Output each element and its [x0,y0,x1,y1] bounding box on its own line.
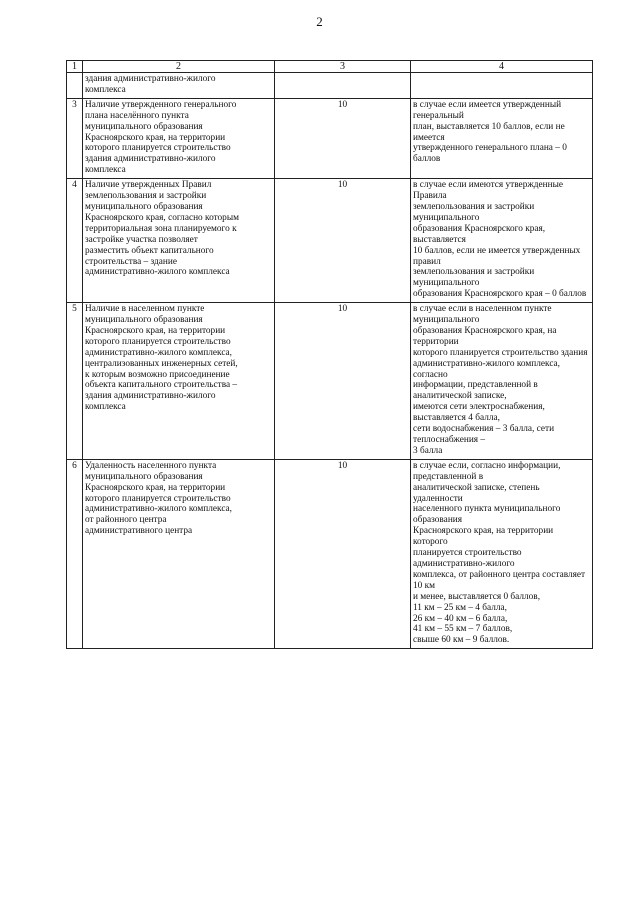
column-header: 2 [83,61,275,73]
row-number: 5 [67,303,83,460]
criterion-cell: Наличие в населенном пункте муниципального образования Красноярского края, на территории которого планируется строительство административно-жилого комплекса, централизованных инженерных сетей, к которым возможно присоединение объекта капитального строительства – здания административно-жилого комплекса [83,303,275,460]
column-header: 4 [411,61,593,73]
description-cell: в случае если в населенном пункте муниципального образования Красноярского края, на территории которого планируется строительство здания административно-жилого комплекса, согласно информации, представленной в аналитической записке, имеются сети электроснабжения, выставляется 4 балла, сети водоснабжения – 3 балла, сети теплоснабжения – 3 балла [411,303,593,460]
score-cell [275,73,411,99]
score-cell: 10 [275,303,411,460]
row-number: 4 [67,179,83,303]
header-row [67,61,593,73]
description-cell: в случае если имеются утвержденные Правила землепользования и застройки муниципального образования Красноярского края, выставляется 10 баллов, если не имеется утвержденных правил землепользования и застройки муниципального образования Красноярского края – 0 баллов [411,179,593,303]
description-cell [411,73,593,99]
row-number: 6 [67,459,83,648]
continuation-row [67,73,593,99]
page-number: 2 [316,14,323,29]
criterion-cell: Удаленность населенного пункта муниципального образования Красноярского края, на территории которого планируется строительство административно-жилого комплекса, от районного центра административного центра [83,459,275,648]
score-cell: 10 [275,98,411,178]
column-header: 1 [67,61,83,73]
table-row [67,179,593,303]
table-row [67,303,593,460]
description-cell: в случае если имеется утвержденный генеральный план, выставляется 10 баллов, если не имеется утвержденного генерального плана – 0 баллов [411,98,593,178]
table-row [67,98,593,178]
score-cell: 10 [275,179,411,303]
row-number [67,73,83,99]
description-cell: в случае если, согласно информации, представленной в аналитической записке, степень удаленности населенного пункта муниципального образования Красноярского края, на территории которого планируется строительство административно-жилого комплекса, от районного центра составляет 10 км и менее, выставляется 0 баллов, 11 км – 25 км – 4 балла, 26 км – 40 км – 6 балла, 41 км – 55 км – 7 баллов, свыше 60 км – 9 баллов. [411,459,593,648]
row-number: 3 [67,98,83,178]
criterion-cell: Наличие утвержденных Правил землепользования и застройки муниципального образования Красноярского края, согласно которым территориальная зона планируемого к застройке участка позволяет разместить объект капитального строительства – здание административно-жилого комплекса [83,179,275,303]
score-cell: 10 [275,459,411,648]
criterion-cell: здания административно-жилого комплекса [83,73,275,99]
column-header: 3 [275,61,411,73]
table-row [67,459,593,648]
criteria-table [66,60,593,649]
criterion-cell: Наличие утвержденного генерального плана населённого пункта муниципального образования Красноярского края, на территории которого планируется строительство здания административно-жилого комплекса [83,98,275,178]
